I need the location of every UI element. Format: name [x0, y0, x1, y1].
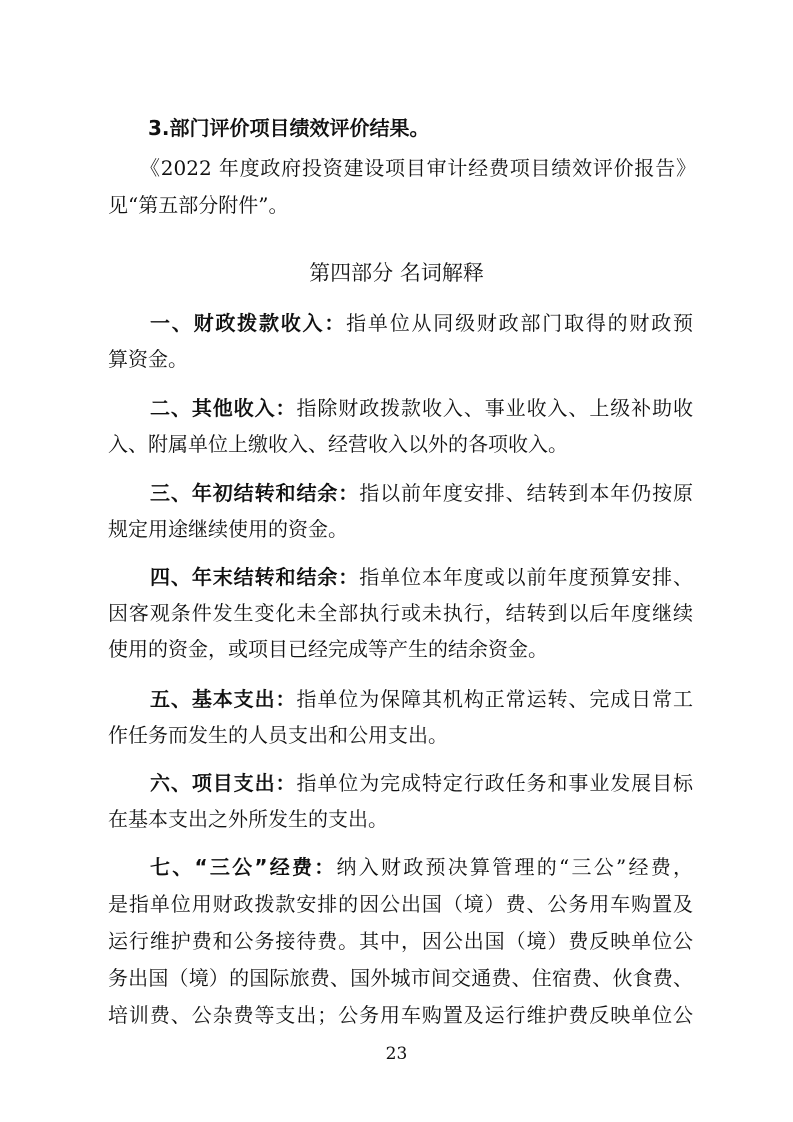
term-label: 七、“三公”经费：	[150, 855, 337, 879]
section-3-title: 3.部门评价项目绩效评价结果。	[148, 116, 430, 140]
term-label: 六、项目支出：	[150, 771, 297, 795]
term-def: 务出国（境）的国际旅费、国外城市间交通费、住宿费、伙食费、	[108, 966, 693, 990]
term-def: 指单位本年度或以前年度预算安排、	[359, 565, 693, 589]
page-number: 23	[385, 1044, 408, 1064]
term-def: 因客观条件发生变化未全部执行或未执行，结转到以后年度继续	[108, 601, 693, 625]
term-def: 指单位为保障其机构正常运转、完成日常工	[296, 687, 693, 711]
term-label: 五、基本支出：	[150, 687, 297, 711]
term-label: 四、年末结转和结余：	[150, 565, 360, 589]
term-def: 是指单位用财政拨款安排的因公出国（境）费、公务用车购置及	[108, 892, 693, 916]
term-def: 指以前年度安排、结转到本年仍按原	[359, 481, 693, 505]
term-def: 培训费、公杂费等支出；公务用车购置及运行维护费反映单位公	[108, 1003, 693, 1027]
term-def: 指单位为完成特定行政任务和事业发展目标	[296, 771, 693, 795]
term-def: 作任务而发生的人员支出和公用支出。	[108, 723, 448, 747]
term-def: 指单位从同级财政部门取得的财政预	[346, 311, 693, 335]
section-3-text: 见“第五部分附件”。	[108, 193, 289, 217]
term-label: 二、其他收入：	[150, 396, 297, 420]
section-3-text: 《2022 年度政府投资建设项目审计经费项目绩效评价报告》	[140, 156, 696, 180]
term-def: 指除财政拨款收入、事业收入、上级补助收	[296, 396, 693, 420]
term-label: 三、年初结转和结余：	[150, 481, 360, 505]
term-label: 一、财政拨款收入：	[150, 311, 347, 335]
term-def: 纳入财政预决算管理的“三公”经费，	[336, 855, 693, 879]
term-def: 规定用途继续使用的资金。	[108, 517, 348, 541]
term-def: 入、附属单位上缴收入、经营收入以外的各项收入。	[108, 432, 568, 456]
part-heading: 第四部分 名词解释	[309, 261, 484, 285]
term-def: 在基本支出之外所发生的支出。	[108, 807, 388, 831]
term-def: 算资金。	[108, 347, 188, 371]
term-def: 运行维护费和公务接待费。其中，因公出国（境）费反映单位公	[108, 929, 693, 953]
term-def: 使用的资金，或项目已经完成等产生的结余资金。	[108, 637, 548, 661]
